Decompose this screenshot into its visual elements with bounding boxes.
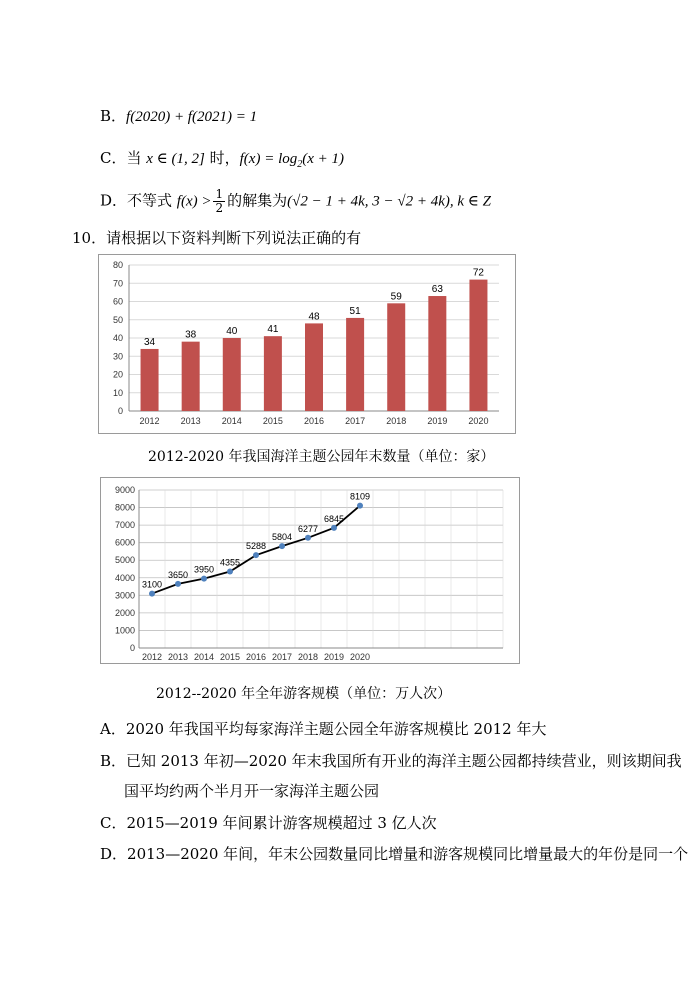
- bar: [346, 318, 364, 411]
- data-label: 38: [185, 329, 197, 341]
- question-number: 10．: [72, 229, 107, 247]
- y-tick-label: 7000: [114, 520, 135, 531]
- option-text: 2020 年我国平均每家海洋主题公园全年游客规模比 2012 年大: [125, 720, 547, 738]
- x-tick-label: 2016: [303, 416, 325, 426]
- option-c-function: f(x) = log: [239, 151, 298, 167]
- data-label: 72: [472, 267, 485, 279]
- x-tick-label: 2018: [297, 652, 319, 662]
- option-text: 已知 2013 年初—2020 年末我国所有开业的海洋主题公园都持续营业，则该期间我: [126, 752, 682, 770]
- x-tick-label: 2014: [193, 652, 215, 662]
- option-c-domain: x ∈ (1, 2]: [146, 151, 205, 167]
- fraction-numerator: 1: [215, 187, 224, 201]
- option-b-top: [100, 105, 257, 126]
- y-tick-label: 60: [112, 296, 123, 307]
- option-text: 2013—2020 年间，年末公园数量同比增量和游客规模同比增量最大的年份是同一个: [127, 845, 689, 863]
- x-tick-label: 2014: [221, 416, 242, 426]
- data-label: 41: [267, 324, 279, 336]
- option-a: [100, 718, 547, 739]
- bar: [387, 303, 405, 411]
- y-tick-label: 40: [112, 333, 123, 343]
- option-label: C．: [100, 814, 127, 832]
- bar: [264, 336, 282, 411]
- bar-chart-caption: 2012-2020 年我国海洋主题公园年末数量（单位：家）: [148, 449, 495, 465]
- option-b: [100, 750, 682, 771]
- data-point: [357, 503, 363, 509]
- bar: [305, 323, 323, 411]
- y-tick-label: 70: [112, 278, 123, 289]
- data-label: 5288: [245, 541, 267, 552]
- data-label: 63: [431, 284, 443, 296]
- option-c-log-base: 2: [297, 159, 303, 170]
- data-point: [201, 576, 207, 582]
- y-tick-label: 8000: [114, 502, 135, 513]
- option-d-inequality: f(x) >: [176, 193, 212, 210]
- data-label: 5804: [271, 532, 293, 543]
- data-label: 3100: [141, 579, 163, 590]
- data-label: 34: [143, 336, 156, 348]
- bar-chart: [99, 255, 515, 433]
- y-tick-label: 0: [129, 643, 135, 653]
- data-label: 8109: [349, 491, 371, 502]
- data-point: [149, 591, 155, 597]
- x-tick-label: 2020: [468, 416, 489, 426]
- y-tick-label: 50: [112, 314, 123, 325]
- option-d-solution-set: (√2 − 1 + 4k, 3 − √2 + 4k), k ∈ Z: [287, 193, 492, 210]
- x-tick-label: 2012: [141, 652, 163, 662]
- fraction: [213, 188, 225, 215]
- x-tick-label: 2015: [219, 652, 241, 662]
- y-tick-label: 0: [117, 406, 123, 416]
- x-tick-label: 2017: [271, 652, 293, 662]
- option-label: A．: [100, 720, 126, 738]
- fraction-denominator: 2: [215, 201, 224, 215]
- y-tick-label: 9000: [114, 485, 135, 495]
- data-label: 48: [308, 311, 320, 323]
- bar: [469, 280, 487, 411]
- question-10: [72, 227, 361, 248]
- option-b-expression: f(2020) + f(2021) = 1: [126, 109, 258, 125]
- option-c: [100, 812, 437, 833]
- data-label: 40: [226, 326, 238, 337]
- y-tick-label: 80: [112, 260, 123, 270]
- data-point: [253, 552, 259, 558]
- x-tick-label: 2013: [180, 416, 201, 426]
- data-point: [175, 581, 181, 587]
- data-label: 6845: [323, 513, 345, 524]
- option-d-top: [100, 188, 491, 215]
- question-text: 请根据以下资料判断下列说法正确的有: [106, 229, 362, 247]
- bar: [223, 338, 241, 411]
- option-c-top: [100, 147, 344, 170]
- data-label: 4355: [219, 557, 241, 568]
- y-tick-label: 1000: [114, 625, 135, 636]
- data-label: 59: [390, 291, 402, 303]
- option-label: B．: [100, 752, 127, 770]
- data-label: 3950: [193, 564, 215, 575]
- data-label: 51: [349, 305, 361, 317]
- option-b-continued: 国平均约两个半月开一家海洋主题公园: [124, 782, 380, 800]
- bar: [141, 349, 159, 411]
- data-point: [227, 569, 233, 575]
- option-label: D．不等式: [100, 191, 177, 210]
- y-tick-label: 6000: [114, 537, 135, 548]
- y-tick-label: 30: [112, 351, 123, 362]
- y-tick-label: 4000: [114, 572, 135, 583]
- y-tick-label: 5000: [114, 555, 135, 566]
- option-d-connector: 的解集为: [227, 191, 288, 210]
- line-chart: [101, 478, 519, 663]
- x-tick-label: 2019: [323, 652, 345, 662]
- x-tick-label: 2013: [167, 652, 189, 662]
- option-c-connector: 时，: [204, 149, 240, 167]
- bar-chart-frame: [98, 254, 516, 434]
- y-tick-label: 20: [112, 369, 123, 380]
- x-tick-label: 2020: [349, 652, 371, 662]
- option-d: [100, 843, 688, 864]
- option-label: C．当: [100, 149, 147, 167]
- x-tick-label: 2019: [427, 416, 448, 426]
- x-tick-label: 2012: [139, 416, 160, 426]
- data-label: 3650: [167, 569, 189, 580]
- y-tick-label: 3000: [114, 590, 135, 601]
- option-text: 2015—2019 年间累计游客规模超过 3 亿人次: [126, 814, 437, 832]
- bar: [182, 342, 200, 411]
- option-label: B．: [100, 107, 127, 125]
- data-label: 6277: [297, 523, 319, 534]
- x-tick-label: 2017: [345, 416, 366, 426]
- line-chart-frame: [100, 477, 520, 664]
- data-point: [331, 525, 337, 531]
- x-tick-label: 2018: [386, 416, 407, 426]
- y-tick-label: 10: [112, 387, 123, 398]
- option-label: D．: [100, 845, 128, 863]
- x-tick-label: 2015: [262, 416, 283, 426]
- bar: [428, 296, 446, 411]
- option-c-argument: (x + 1): [302, 151, 345, 167]
- data-point: [279, 543, 285, 549]
- data-point: [305, 535, 311, 541]
- x-tick-label: 2016: [245, 652, 267, 662]
- line-chart-caption: 2012--2020 年全年游客规模（单位：万人次）: [156, 686, 452, 702]
- y-tick-label: 2000: [114, 607, 135, 618]
